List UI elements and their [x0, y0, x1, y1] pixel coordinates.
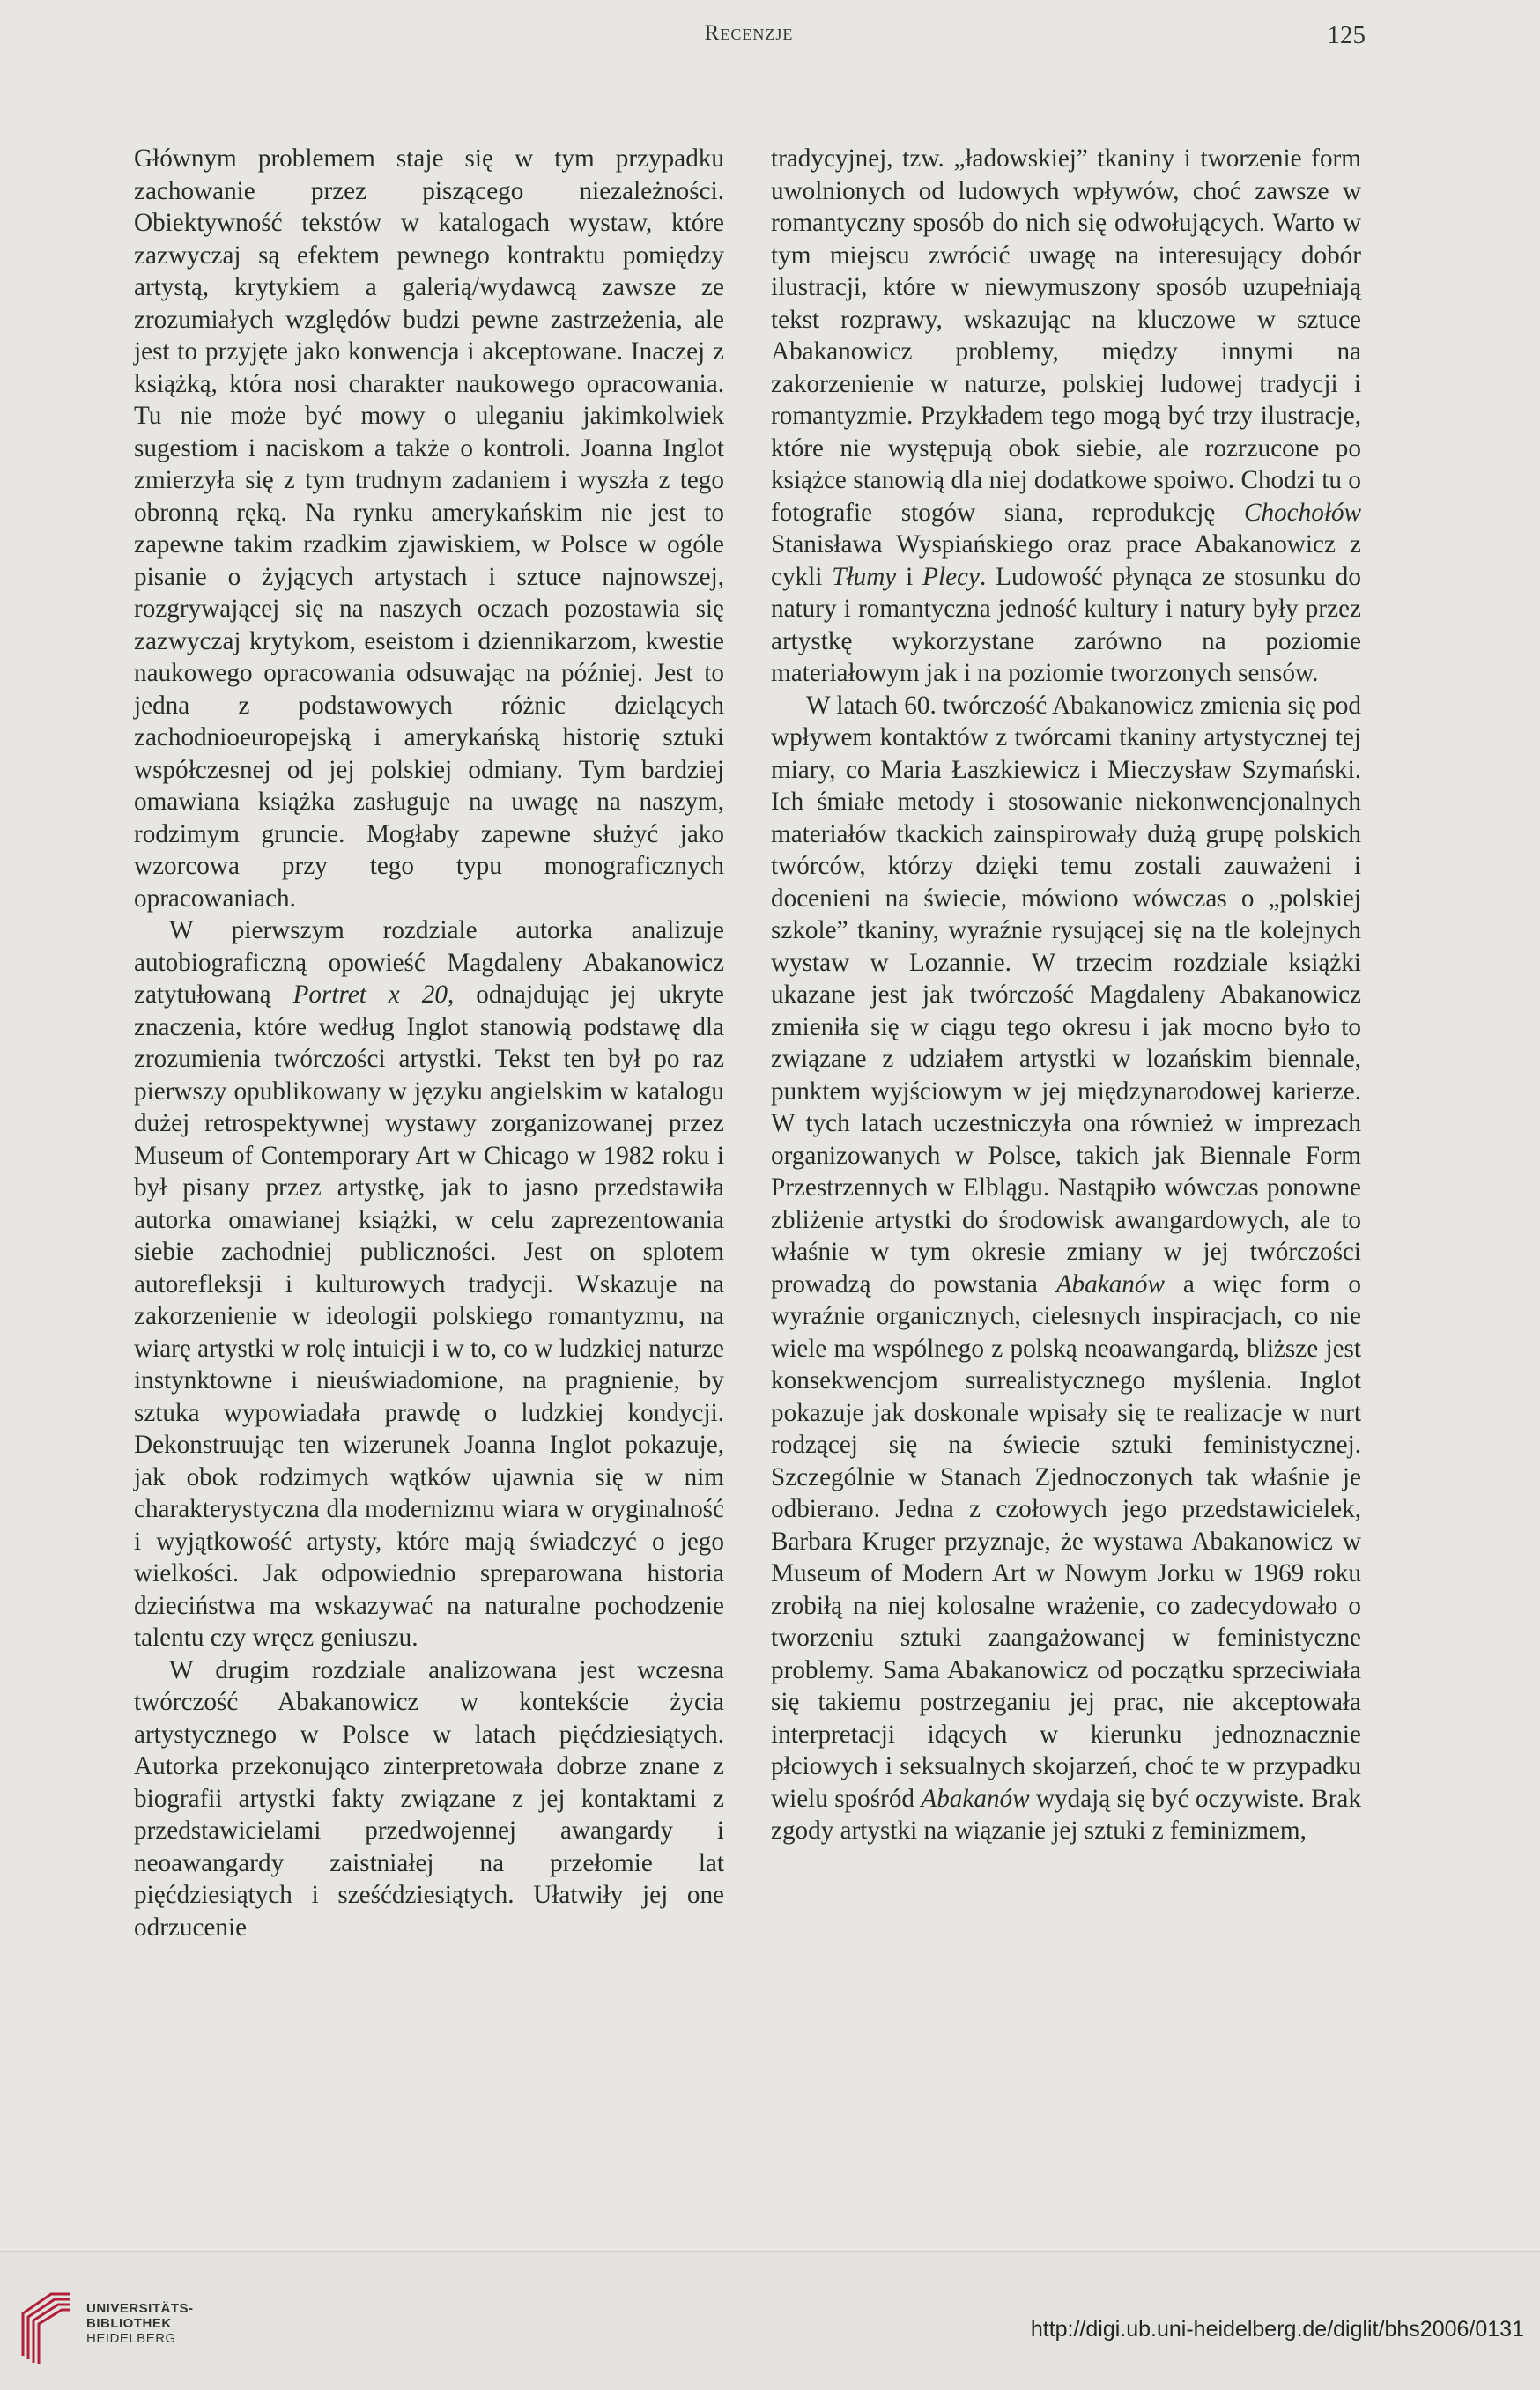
page-number: 125 — [1327, 21, 1366, 49]
source-url-link[interactable]: http://digi.ub.uni-heidelberg.de/diglit/bhs2006/0131 — [1030, 2317, 1524, 2342]
text-column-right — [771, 143, 1361, 1847]
title-italic: Chochołów — [1244, 498, 1361, 527]
paragraph: W pierwszym rozdziale autorka analizuje autobiograficzną opowieść Magdaleny Abakanowicz zatytułowaną Portret x 20, odnajdując jej ukryte znaczenia, które według Inglot stanowią podstawę dla zrozumienia twórczości artystki. Tekst ten był po raz pierwszy opublikowany w języku angielskim w katalogu dużej retrospektywnej wystawy zorganizowanej przez Museum of Contemporary Art w Chicago w 1982 roku i był pisany przez artystkę, jak to jasno przedstawiła autorka omawianej książki, w celu zaprezentowania siebie zachodniej publiczności. Jest on splotem autorefleksji i kulturowych tradycji. Wskazuje na zakorzenienie w ideologii polskiego romantyzmu, na wiarę artystki w rolę intuicji i w to, co w ludzkiej naturze instynktowne i nieuświadomione, na pragnienie, by sztuka wypowiadała prawdę o ludzkiej kondycji. Dekonstruując ten wizerunek Joanna Inglot pokazuje, jak obok rodzimych wątków ujawnia się w nim charakterystyczna dla modernizmu wiara w oryginalność i wyjątkowość artysty, które mają świadczyć o jego wielkości. Jak odpowiednio spreparowana historia dzieciństwa ma wskazywać na naturalne pochodzenie talentu czy wręcz geniuszu. — [134, 916, 725, 1652]
paragraph: Głównym problemem staje się w tym przypadku zachowanie przez piszącego niezależności. Obiektywność tekstów w katalogach wystaw, które zazwyczaj są efektem pewnego kontraktu pomiędzy artystą, krytykiem a galerią/wydawcą zawsze ze zrozumiałych względów budzi pewne zastrzeżenia, ale jest to przyjęte jako konwencja i akceptowane. Inaczej z książką, która nosi charakter naukowego opracowania. Tu nie może być mowy o uleganiu jakimkolwiek sugestiom i naciskom a także o kontroli. Joanna Inglot zmierzyła się z tym trudnym zadaniem i wyszła z tego obronną ręką. Na rynku amerykańskim nie jest to zapewne takim rzadkim zjawiskiem, w Polsce w ogóle pisanie o żyjących artystach i sztuce najnowszej, rozgrywającej się na naszych oczach pozostawia się zazwyczaj krytykom, eseistom i dziennikarzom, kwestie naukowego opracowania odsuwając na później. Jest to jedna z podstawowych różnic dzielących zachodnioeuropejską i amerykańską historię sztuki współczesnej od jej polskiej odmiany. Tym bardziej omawiana książka zasługuje na uwagę na naszym, rodzimym gruncie. Mogłaby zapewne służyć jako wzorcowa przy tego typu monograficznych opracowaniach. — [134, 144, 724, 913]
paragraph: tradycyjnej, tzw. „ładowskiej” tkaniny i tworzenie form uwolnionych od ludowych wpływów, choć zawsze w romantyczny sposób do nich się odwołujących. Warto w tym miejscu zwrócić uwagę na interesujący dobór ilustracji, które w niewymuszony sposób uzupełniają tekst rozprawy, wskazując na kluczowe w sztuce Abakanowicz problemy, między innymi na zakorzenienie w naturze, polskiej ludowej tradycji i romantyzmie. Przykładem tego mogą być trzy ilustracje, które nie występują obok siebie, ale rozrzucone po książce stanowią dla niej dodatkowe spoiwo. Chodzi tu o fotografie stogów siana, reprodukcję Chochołów Stanisława Wyspiańskiego oraz prace Abakanowicz z cykli Tłumy i Plecy. Ludowość płynąca ze stosunku do natury i romantyczna jedność kultury i natury były przez artystkę wykorzystane zarówno na poziomie materiałowym jak i na poziomie tworzonych sensów. — [771, 144, 1361, 687]
library-logo-text: UNIVERSITÄTS- BIBLIOTHEK HEIDELBERG — [86, 2301, 194, 2346]
title-italic: Tłumy — [832, 562, 897, 591]
footer-bar — [0, 2251, 1540, 2390]
title-italic: Portret x 20 — [292, 980, 448, 1009]
paragraph: W drugim rozdziale analizowana jest wczesna twórczość Abakanowicz w kontekście życia artystycznego w Polsce w latach pięćdziesiątych. Autorka przekonująco zinterpretowała dobrze znane z biografii artystki fakty związane z jej kontaktami z przedstawicielami przedwojennej awangardy i neoawangardy zaistniałej na przełomie lat pięćdziesiątych i sześćdziesiątych. Ułatwiły jej one odrzucenie — [134, 1655, 724, 1942]
library-logo-icon — [16, 2287, 78, 2366]
title-italic: Abakanów — [921, 1784, 1030, 1813]
title-italic: Abakanów — [1055, 1269, 1165, 1299]
title-italic: Plecy — [922, 562, 980, 591]
paragraph: W latach 60. twórczość Abakanowicz zmienia się pod wpływem kontaktów z twórcami tkaniny artystycznej tej miary, co Maria Łaszkiewicz i Mieczysław Szymański. Ich śmiałe metody i stosowanie niekonwencjonalnych materiałów tkackich zainspirowały dużą grupę polskich twórców, którzy dzięki temu zostali zauważeni i docenieni na świecie, mówiono wówczas o „polskiej szkole” tkaniny, wyraźnie rysującej się na tle kolejnych wystaw w Lozannie. W trzecim rozdziale książki ukazane jest jak twórczość Magdaleny Abakanowicz zmieniła się w ciągu tego okresu i jak mocno było to związane z udziałem artystki w lozańskim biennale, punktem wyjściowym w jej międzynarodowej karierze. W tych latach uczestniczyła ona również w imprezach organizowanych w Polsce, takich jak Biennale Form Przestrzennych w Elblągu. Nastąpiło wówczas ponowne zbliżenie artystki do środowisk awangardowych, ale to właśnie w tym okresie zmiany w jej twórczości prowadzą do powstania Abakanów a więc form o wyraźnie organicznych, cielesnych inspiracjach, co nie wiele ma wspólnego z polską neoawangardą, bliższe jest konsekwencjom surrealistycznego myślenia. Inglot pokazuje jak doskonale wpisały się te realizacje w nurt rodzącej się na świecie sztuki feministycznej. Szczególnie w Stanach Zjednoczonych tak właśnie je odbierano. Jedna z czołowych jego przedstawicielek, Barbara Kruger przyznaje, że wystawa Abakanowicz w Museum of Modern Art w Nowym Jorku w 1969 roku zrobiłą na niej kolosalne wrażenie, co zadecydowało o tworzeniu sztuki zaangażowanej w feministyczne problemy. Sama Abakanowicz od początku sprzeciwiała się takiemu postrzeganiu jej prac, nie akceptowała interpretacji idących w kierunku jednoznacznie płciowych i seksualnych skojarzeń, choć te w przypadku wielu spośród Abakanów wydają się być oczywiste. Brak zgody artystki na wiązanie jej sztuki z feminizmem, — [771, 691, 1362, 1845]
running-header: Recenzje — [704, 21, 794, 45]
text-column-left — [134, 143, 724, 1943]
